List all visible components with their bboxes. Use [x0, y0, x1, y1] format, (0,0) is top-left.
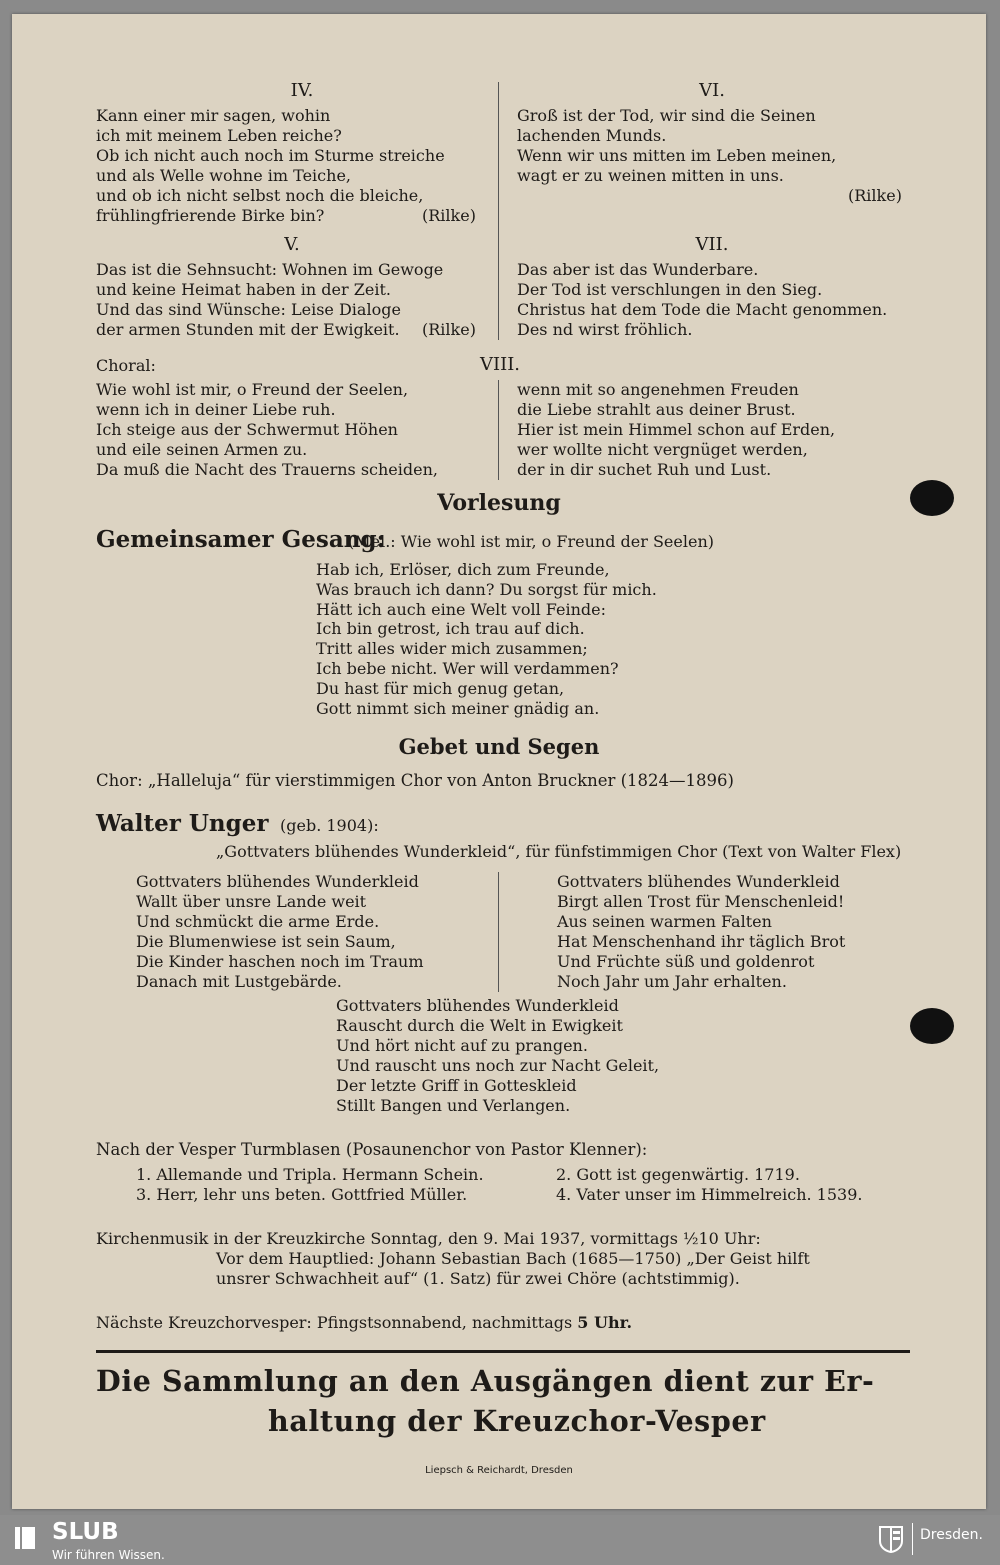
- slub-logo-icon: [12, 1525, 38, 1551]
- verse-line: Gottvaters blühendes Wunderkleid: [557, 872, 840, 891]
- dresden-crest-icon: [878, 1525, 904, 1553]
- choral-left: [96, 380, 438, 480]
- verse-line: Des nd wirst fröhlich.: [517, 320, 693, 339]
- unger-center: [336, 996, 659, 1116]
- verse-line: Christus hat dem Tode die Macht genommen.: [517, 300, 888, 319]
- unger-right: [557, 872, 845, 992]
- turmblasen-heading: Nach der Vesper Turmblasen (Posaunenchor von Pastor Klenner):: [96, 1140, 648, 1159]
- column-divider: [498, 380, 499, 480]
- verse-line: Tritt alles wider mich zusammen;: [316, 639, 588, 659]
- vorlesung-heading: Vorlesung: [437, 490, 561, 516]
- chor-line: Chor: „Halleluja“ für vierstimmigen Chor von Anton Bruckner (1824—1896): [96, 771, 734, 790]
- author-vi: (Rilke): [848, 186, 902, 205]
- verse-line: Hätt ich auch eine Welt voll Feinde:: [316, 599, 606, 619]
- kirchenmusik-line: Kirchenmusik in der Kreuzkirche Sonntag, den 9. Mai 1937, vormittags ½10 Uhr:: [96, 1229, 761, 1248]
- verse-line: Hab ich, Erlöser, dich zum Freunde,: [316, 560, 610, 579]
- punch-hole: [910, 1008, 954, 1044]
- turmblasen-item: 3. Herr, lehr uns beten. Gottfried Müller.: [136, 1185, 468, 1204]
- verse-line: Du hast für mich genug getan,: [316, 678, 565, 698]
- column-divider: [498, 82, 499, 340]
- verse-line: Ich bebe nicht. Wer will verdammen?: [316, 658, 619, 678]
- verse-line: Gottvaters blühendes Wunderkleid: [336, 996, 619, 1015]
- verse-line: wenn ich in deiner Liebe ruh.: [96, 400, 336, 419]
- divider-rule: [96, 1350, 910, 1353]
- work-title: „Gottvaters blühendes Wunderkleid“, für fünfstimmigen Chor (Text von Walter Flex): [216, 842, 902, 861]
- unger-left: [136, 872, 424, 992]
- verse-line: Danach mit Lustgebärde.: [136, 972, 342, 991]
- composer-name: Walter Unger: [96, 810, 269, 837]
- turmblasen-item: 4. Vater unser im Himmelreich. 1539.: [556, 1185, 863, 1204]
- verse-line: Aus seinen warmen Falten: [557, 912, 772, 931]
- verse-line: Hier ist mein Himmel schon auf Erden,: [517, 420, 836, 439]
- turmblasen-item: 1. Allemande und Tripla. Hermann Schein.: [136, 1165, 484, 1184]
- choral-label: Choral:: [96, 356, 156, 375]
- numeral-v: V.: [284, 234, 300, 255]
- verse-line: Stillt Bangen und Verlangen.: [336, 1096, 571, 1115]
- verse-line: Gottvaters blühendes Wunderkleid: [136, 872, 419, 891]
- slub-footer: [0, 1515, 1000, 1565]
- verse-line: Und schmückt die arme Erde.: [136, 912, 380, 931]
- verse-line: und eile seinen Armen zu.: [96, 440, 308, 459]
- verse-line: Der letzte Griff in Gotteskleid: [336, 1076, 577, 1095]
- next-vesper: [96, 1313, 632, 1332]
- verse-line: und ob ich nicht selbst noch die bleiche,: [96, 186, 424, 205]
- verse-line: Und das sind Wünsche: Leise Dialoge: [96, 300, 401, 319]
- verse-line: Ich steige aus der Schwermut Höhen: [96, 420, 398, 439]
- verse-line: wenn mit so angenehmen Freuden: [517, 380, 799, 399]
- gesang-heading: Gemeinsamer Gesang:: [96, 526, 386, 553]
- turmblasen-item: 2. Gott ist gegenwärtig. 1719.: [556, 1165, 800, 1184]
- column-divider: [498, 872, 499, 992]
- verse-line: Und Früchte süß und goldenrot: [557, 952, 815, 971]
- verse-vii: [517, 260, 887, 340]
- kirchenmusik-line: unsrer Schwachheit auf“ (1. Satz) für zwei Chöre (achtstimmig).: [216, 1269, 740, 1288]
- verse-line: und keine Heimat haben in der Zeit.: [96, 280, 391, 299]
- gesang-melody: (Mel.: Wie wohl ist mir, o Freund der Seelen): [348, 532, 714, 551]
- slub-brand: SLUB: [52, 1519, 119, 1545]
- verse-line: der in dir suchet Ruh und Lust.: [517, 460, 772, 479]
- author-v: (Rilke): [422, 320, 476, 339]
- verse-line: ich mit meinem Leben reiche?: [96, 126, 342, 145]
- verse-line: und als Welle wohne im Teiche,: [96, 166, 351, 185]
- verse-line: Da muß die Nacht des Trauerns scheiden,: [96, 460, 438, 479]
- slub-tagline: Wir führen Wissen.: [52, 1548, 165, 1562]
- verse-line: frühlingfrierende Birke bin?: [96, 206, 325, 225]
- verse-vi: [517, 106, 836, 186]
- kirchenmusik-line: Vor dem Hauptlied: Johann Sebastian Bach (1685—1750) „Der Geist hilft: [216, 1249, 810, 1268]
- footer-divider: [912, 1523, 913, 1555]
- verse-line: die Liebe strahlt aus deiner Brust.: [517, 400, 796, 419]
- verse-line: Kann einer mir sagen, wohin: [96, 106, 331, 125]
- verse-line: Birgt allen Trost für Menschenleid!: [557, 892, 845, 911]
- verse-line: Groß ist der Tod, wir sind die Seinen: [517, 106, 816, 125]
- numeral-iv: IV.: [290, 80, 314, 101]
- author-iv: (Rilke): [422, 206, 476, 225]
- verse-line: Ob ich nicht auch noch im Sturme streiche: [96, 146, 445, 165]
- verse-line: Wenn wir uns mitten im Leben meinen,: [517, 146, 837, 165]
- verse-line: Wie wohl ist mir, o Freund der Seelen,: [96, 380, 409, 399]
- collection-notice: Die Sammlung an den Ausgängen dient zur Er-: [96, 1364, 875, 1398]
- punch-hole: [910, 480, 954, 516]
- verse-line: Hat Menschenhand ihr täglich Brot: [557, 932, 846, 951]
- printer-credit: Liepsch & Reichardt, Dresden: [425, 1465, 573, 1476]
- verse-line: lachenden Munds.: [517, 126, 667, 145]
- verse-line: wer wollte nicht vergnüget werden,: [517, 440, 808, 459]
- verse-line: der armen Stunden mit der Ewigkeit.: [96, 320, 400, 339]
- choral-right: [517, 380, 835, 480]
- collection-notice: haltung der Kreuzchor-Vesper: [268, 1404, 766, 1438]
- verse-line: Ich bin getrost, ich trau auf dich.: [316, 619, 585, 639]
- verse-line: Und hört nicht auf zu prangen.: [336, 1036, 588, 1055]
- verse-line: wagt er zu weinen mitten in uns.: [517, 166, 784, 185]
- verse-line: Rauscht durch die Welt in Ewigkeit: [336, 1016, 623, 1035]
- numeral-viii: VIII.: [479, 354, 521, 375]
- verse-iv: [96, 106, 445, 226]
- verse-line: Der Tod ist verschlungen in den Sieg.: [517, 280, 823, 299]
- verse-line: Die Blumenwiese ist sein Saum,: [136, 932, 396, 951]
- composer-birth: (geb. 1904):: [280, 816, 379, 835]
- numeral-vi: VI.: [699, 80, 725, 101]
- verse-line: Und rauscht uns noch zur Nacht Geleit,: [336, 1056, 660, 1075]
- numeral-vii: VII.: [695, 234, 729, 255]
- verse-line: Das ist die Sehnsucht: Wohnen im Gewoge: [96, 260, 444, 279]
- program-page: [12, 14, 986, 1509]
- gesang-verse: [316, 560, 657, 718]
- verse-line: Die Kinder haschen noch im Traum: [136, 952, 424, 971]
- dresden-label: Dresden.: [920, 1527, 983, 1543]
- verse-v: [96, 260, 443, 340]
- verse-line: Wallt über unsre Lande weit: [136, 892, 367, 911]
- gebet-heading: Gebet und Segen: [398, 734, 600, 759]
- next-vesper-text: Nächste Kreuzchorvesper: Pfingstsonnabend, nachmittags: [96, 1313, 573, 1332]
- verse-line: Gott nimmt sich meiner gnädig an.: [316, 698, 600, 718]
- verse-line: Noch Jahr um Jahr erhalten.: [557, 972, 787, 991]
- next-vesper-time: 5 Uhr.: [577, 1313, 633, 1332]
- verse-line: Das aber ist das Wunderbare.: [517, 260, 759, 279]
- verse-line: Was brauch ich dann? Du sorgst für mich.: [316, 579, 657, 599]
